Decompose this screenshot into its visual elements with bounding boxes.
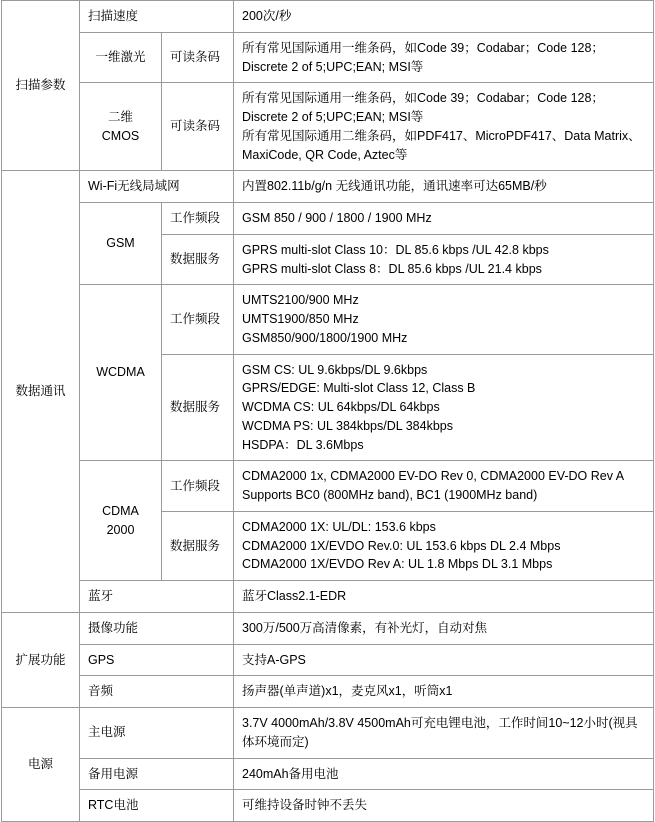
- table-row: [2, 285, 654, 354]
- sub-category-line: RTC电池: [88, 798, 139, 813]
- value-cell: [234, 203, 654, 235]
- sub-category-cell: [80, 83, 162, 171]
- table-row: [2, 676, 654, 708]
- sub-category-line: 扫描速度: [88, 9, 139, 23]
- value-line: 所有常见国际通用一维条码，如Code 39；Codabar；Code 128；Discrete 2 of 5;UPC;EAN; MSI等: [242, 91, 604, 124]
- table-row: [2, 644, 654, 676]
- value-cell: [234, 83, 654, 171]
- table-row: [2, 83, 654, 171]
- sub-category-line: 音频: [88, 684, 114, 699]
- value-line: 可维持设备时钟不丢失: [242, 798, 368, 813]
- sub-category-line: GPS: [88, 652, 115, 667]
- sub-category-cell: [80, 758, 234, 790]
- sub-item-cell: 可读条码: [162, 83, 234, 171]
- sub-category-cell: [80, 676, 234, 708]
- sub-category-line: 蓝牙: [88, 589, 114, 603]
- table-row: [2, 790, 654, 822]
- value-line: Supports BC0 (800MHz band), BC1 (1900MHz band): [242, 488, 538, 502]
- sub-category-cell: [80, 461, 162, 581]
- sub-item-cell: 工作频段: [162, 285, 234, 354]
- table-row: [2, 581, 654, 613]
- value-line: 内置802.11b/g/n 无线通讯功能，通讯速率可达65MB/秒: [242, 179, 547, 194]
- value-cell: [234, 511, 654, 580]
- value-line: CDMA2000 1X/EVDO Rev A: UL 1.8 Mbps DL 3.1 Mbps: [242, 557, 553, 572]
- value-line: CDMA2000 1X: UL/DL: 153.6 kbps: [242, 519, 436, 534]
- sub-item-cell: 可读条码: [162, 32, 234, 83]
- sub-category-line: CMOS: [101, 128, 140, 143]
- sub-category-cell: [80, 171, 234, 203]
- sub-category-line: WCDMA: [96, 365, 145, 380]
- sub-category-cell: [80, 1, 234, 33]
- sub-category-line: 一维激光: [95, 50, 146, 65]
- value-cell: [234, 581, 654, 613]
- spec-table-body: [2, 1, 654, 822]
- table-row: [2, 32, 654, 83]
- sub-item-cell: 工作频段: [162, 461, 234, 512]
- value-cell: [234, 644, 654, 676]
- value-cell: [234, 676, 654, 708]
- value-cell: [234, 708, 654, 759]
- value-line: 240mAh备用电池: [242, 766, 339, 781]
- value-line: GSM850/900/1800/1900 MHz: [242, 330, 408, 345]
- category-cell: 数据通讯: [2, 171, 80, 613]
- category-cell: 电源: [2, 708, 80, 822]
- value-line: 扬声器(单声道)x1，麦克风x1，听筒x1: [242, 684, 453, 699]
- category-cell: 扩展功能: [2, 612, 80, 707]
- sub-item-cell: 数据服务: [162, 511, 234, 580]
- value-cell: [234, 1, 654, 33]
- value-cell: [234, 32, 654, 83]
- value-line: 蓝牙Class2.1-EDR: [242, 589, 347, 603]
- value-cell: [234, 612, 654, 644]
- value-line: GSM CS: UL 9.6kbps/DL 9.6kbps: [242, 362, 428, 377]
- category-cell: 扫描参数: [2, 1, 80, 171]
- value-line: WCDMA CS: UL 64kbps/DL 64kbps: [242, 400, 440, 414]
- value-cell: [234, 758, 654, 790]
- value-cell: [234, 171, 654, 203]
- sub-category-cell: [80, 644, 234, 676]
- sub-category-line: Wi-Fi无线局域网: [88, 179, 180, 194]
- table-row: [2, 203, 654, 235]
- table-row: [2, 758, 654, 790]
- value-cell: [234, 234, 654, 285]
- table-row: [2, 612, 654, 644]
- sub-category-line: 主电源: [88, 725, 126, 740]
- sub-item-cell: 工作频段: [162, 203, 234, 235]
- value-line: HSDPA：DL 3.6Mbps: [242, 437, 364, 452]
- sub-item-cell: 数据服务: [162, 234, 234, 285]
- value-line: UMTS2100/900 MHz: [242, 293, 359, 308]
- value-line: 所有常见国际通用二维条码，如PDF417、MicroPDF417、Data Matrix、MaxiCode, QR Code, Aztec等: [242, 128, 641, 162]
- value-cell: [234, 354, 654, 461]
- table-row: [2, 461, 654, 512]
- table-row: [2, 708, 654, 759]
- sub-category-cell: [80, 708, 234, 759]
- sub-category-line: GSM: [106, 236, 135, 251]
- sub-category-line: 备用电源: [88, 766, 139, 781]
- sub-category-cell: [80, 581, 234, 613]
- value-line: CDMA2000 1x, CDMA2000 EV-DO Rev 0, CDMA2000 EV-DO Rev A: [242, 469, 625, 484]
- value-line: 300万/500万高清像素，有补光灯，自动对焦: [242, 620, 488, 635]
- sub-category-cell: [80, 203, 162, 285]
- sub-category-line: 摄像功能: [88, 620, 139, 635]
- sub-category-line: CDMA: [102, 503, 139, 518]
- value-line: WCDMA PS: UL 384kbps/DL 384kbps: [242, 418, 453, 433]
- value-line: CDMA2000 1X/EVDO Rev.0: UL 153.6 kbps DL 2.4 Mbps: [242, 538, 561, 553]
- sub-category-cell: [80, 790, 234, 822]
- value-line: GPRS/EDGE: Multi-slot Class 12, Class B: [242, 381, 476, 396]
- sub-category-cell: [80, 32, 162, 83]
- value-line: 支持A-GPS: [242, 652, 306, 667]
- sub-category-cell: [80, 612, 234, 644]
- table-row: [2, 1, 654, 33]
- sub-category-cell: [80, 285, 162, 461]
- value-line: GSM 850 / 900 / 1800 / 1900 MHz: [242, 211, 432, 225]
- value-line: 所有常见国际通用一维条码，如Code 39；Codabar；Code 128；Discrete 2 of 5;UPC;EAN; MSI等: [242, 40, 604, 74]
- value-line: GPRS multi-slot Class 10：DL 85.6 kbps /UL 42.8 kbps: [242, 242, 549, 257]
- value-line: GPRS multi-slot Class 8：DL 85.6 kbps /UL 21.4 kbps: [242, 261, 542, 276]
- table-row: [2, 171, 654, 203]
- value-cell: [234, 790, 654, 822]
- sub-category-line: 2000: [106, 522, 135, 537]
- specification-table: [1, 0, 654, 822]
- value-line: 3.7V 4000mAh/3.8V 4500mAh可充电锂电池，工作时间10~12小时(视具体环境而定): [242, 716, 638, 749]
- value-line: UMTS1900/850 MHz: [242, 312, 359, 326]
- value-cell: [234, 285, 654, 354]
- sub-item-cell: 数据服务: [162, 354, 234, 461]
- value-cell: [234, 461, 654, 512]
- value-line: 200次/秒: [242, 9, 292, 23]
- sub-category-line: 二维: [107, 110, 133, 124]
